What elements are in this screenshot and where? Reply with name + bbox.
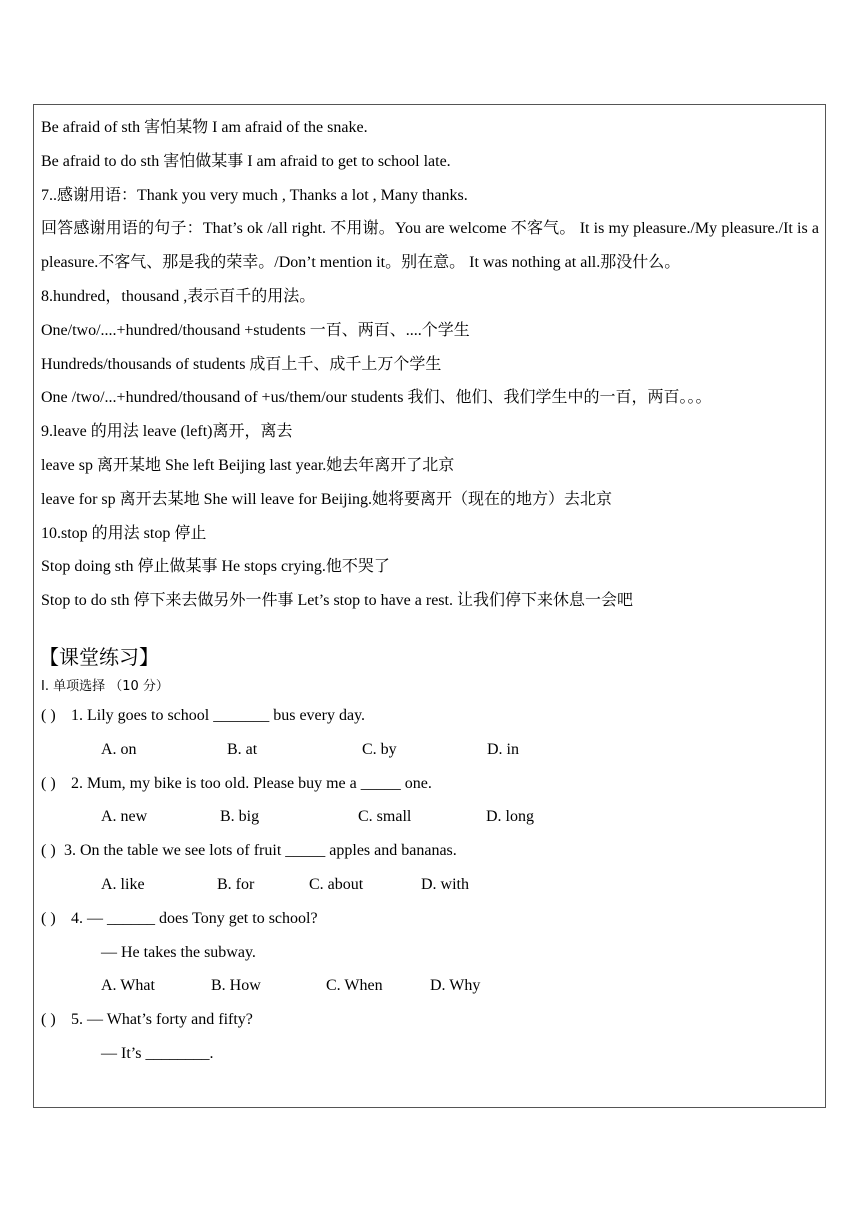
option[interactable]: C. When: [326, 977, 383, 995]
note-line: Be afraid to do sth 害怕做某事 I am afraid to get to school late.: [41, 152, 451, 170]
option[interactable]: A. What: [101, 977, 155, 995]
answer-blank[interactable]: ( ): [41, 706, 56, 724]
exercise-heading: 【课堂练习】: [39, 644, 159, 669]
option[interactable]: A. on: [101, 740, 137, 758]
question-text: 4. — ______ does Tony get to school?: [71, 909, 318, 927]
note-line: leave sp 离开某地 She left Beijing last year.她去年离开了北京: [41, 456, 455, 474]
question-text: 3. On the table we see lots of fruit _____ apples and bananas.: [64, 842, 457, 860]
option[interactable]: C. by: [362, 740, 397, 758]
options-row: [101, 733, 819, 767]
options-row: [101, 868, 819, 902]
note-line: 10.stop 的用法 stop 停止: [41, 524, 207, 542]
note-line: Stop doing sth 停止做某事 He stops crying.他不哭了: [41, 558, 390, 576]
option[interactable]: C. about: [309, 875, 364, 893]
option[interactable]: D. Why: [430, 977, 481, 995]
option[interactable]: A. new: [101, 808, 148, 826]
note-line: 9.leave 的用法 leave (left)离开，离去: [41, 423, 293, 441]
option[interactable]: B. How: [211, 977, 261, 995]
note-line: One/two/....+hundred/thousand +students 一百、两百、....个学生: [41, 321, 470, 339]
answer-blank[interactable]: ( ): [41, 842, 56, 860]
note-line: Stop to do sth 停下来去做另外一件事 Let’s stop to have a rest. 让我们停下来休息一会吧: [41, 592, 633, 610]
note-line: Hundreds/thousands of students 成百上千、成千上万个学生: [41, 355, 442, 373]
option[interactable]: B. for: [217, 875, 255, 893]
options-row: [101, 800, 819, 834]
option[interactable]: D. in: [487, 740, 519, 758]
note-line: 8.hundred，thousand ,表示百千的用法。: [41, 287, 316, 305]
question: [41, 902, 819, 936]
options-row: [101, 969, 819, 1003]
spacer: [41, 618, 819, 643]
question-text: 2. Mum, my bike is too old. Please buy me a _____ one.: [71, 774, 432, 792]
note-line: leave for sp 离开去某地 She will leave for Beijing.她将要离开（现在的地方）去北京: [41, 490, 613, 508]
option[interactable]: B. big: [220, 808, 260, 826]
reply-paragraph: 回答感谢用语的句子：That’s ok /all right. 不用谢。You are welcome 不客气。 It is my pleasure./My pleasure./It is a pleasure.不客气、那是我的荣幸。/Don’t mention it。别在意。 It was nothing at all.那没什么。: [41, 220, 819, 272]
question-text: 1. Lily goes to school _______ bus every day.: [71, 706, 366, 724]
question-response: — He takes the subway.: [101, 943, 256, 961]
note-line: 7..感谢用语：Thank you very much , Thanks a lot , Many thanks.: [41, 186, 468, 204]
answer-blank[interactable]: ( ): [41, 909, 56, 927]
question-text: 5. — What’s forty and fifty?: [71, 1011, 253, 1029]
question: [41, 699, 819, 733]
answer-blank[interactable]: ( ): [41, 774, 56, 792]
option[interactable]: D. with: [421, 875, 469, 893]
note-line: Be afraid of sth 害怕某物 I am afraid of the snake.: [41, 119, 368, 136]
question: [41, 834, 819, 868]
answer-blank[interactable]: ( ): [41, 1011, 56, 1029]
question-response: — It’s ________.: [101, 1044, 214, 1062]
option[interactable]: D. long: [486, 808, 534, 826]
option[interactable]: A. like: [101, 875, 145, 893]
section-title: I. 单项选择 （10 分）: [41, 678, 169, 694]
option[interactable]: C. small: [358, 808, 412, 826]
document-content: [41, 111, 819, 1071]
question: [41, 1003, 819, 1037]
question: [41, 767, 819, 801]
note-line: One /two/...+hundred/thousand of +us/them/our students 我们、他们、我们学生中的一百，两百。。。: [41, 389, 712, 407]
document-frame: [33, 104, 826, 1108]
option[interactable]: B. at: [227, 740, 258, 758]
